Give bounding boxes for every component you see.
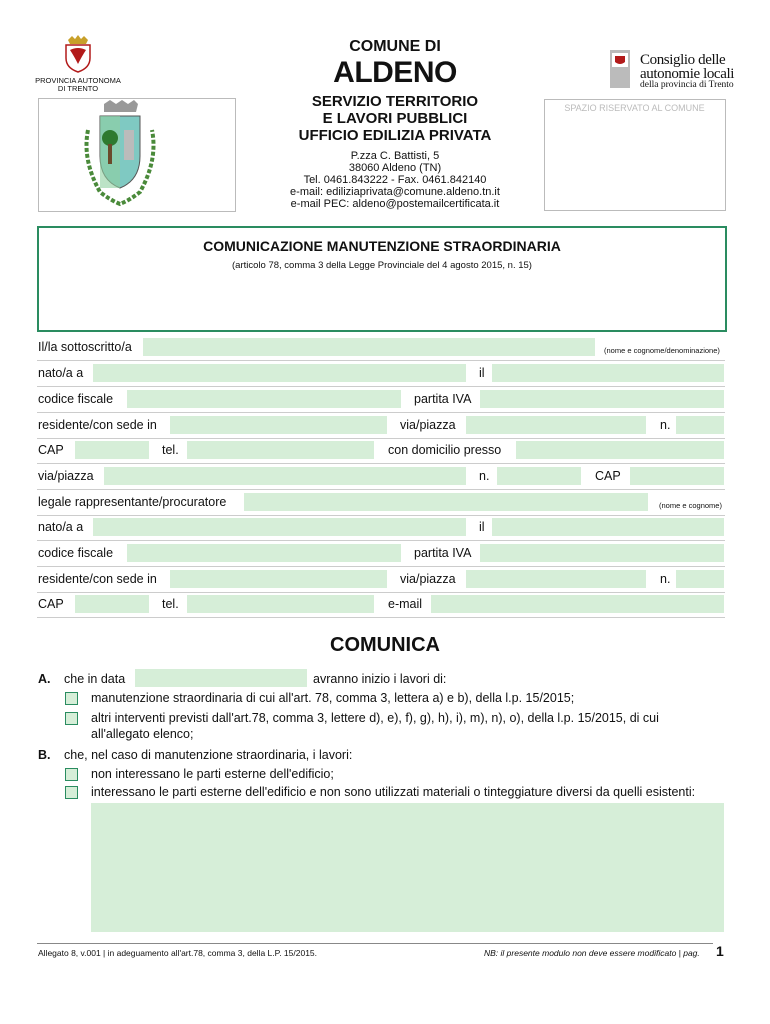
comunica-heading: COMUNICA xyxy=(330,634,440,656)
email-label: e-mail xyxy=(388,597,423,611)
row-divider xyxy=(37,438,725,439)
legale-cap-field[interactable] xyxy=(75,595,149,613)
domicilio-field[interactable] xyxy=(516,441,724,459)
row-divider xyxy=(37,489,725,490)
row-divider xyxy=(37,515,725,516)
legale-il-label: il xyxy=(479,520,485,534)
section-b-letter: B. xyxy=(38,748,51,762)
codice-fiscale-field[interactable] xyxy=(127,390,401,408)
section-b-text: che, nel caso di manutenzione straordinaria, i lavori: xyxy=(64,748,353,762)
consiglio-name-line3: della provincia di Trento xyxy=(640,80,734,90)
legale-codice-fiscale-field[interactable] xyxy=(127,544,401,562)
consiglio-name-line1: Consiglio delle xyxy=(640,52,726,68)
legale-hint: (nome e cognome) xyxy=(659,501,722,510)
legale-nato-field[interactable] xyxy=(93,518,466,536)
reserved-label: SPAZIO RISERVATO AL COMUNE xyxy=(564,103,705,113)
checkbox-esterne[interactable] xyxy=(65,786,78,799)
legale-nato-label: nato/a a xyxy=(38,520,84,534)
descrizione-textarea[interactable] xyxy=(91,803,724,932)
legale-residente-field[interactable] xyxy=(170,570,387,588)
codice-fiscale-label: codice fiscale xyxy=(38,392,114,406)
via-piazza-label: via/piazza xyxy=(400,418,456,432)
address-line2: 38060 Aldeno (TN) xyxy=(348,162,442,174)
legale-numero-label: n. xyxy=(660,572,671,586)
town-name: ALDENO xyxy=(333,56,457,89)
footer-right: NB: il presente modulo non deve essere modificato | pag. xyxy=(484,948,700,958)
residente-field[interactable] xyxy=(170,416,387,434)
footer-left: Allegato 8, v.001 | in adeguamento all'art.78, comma 3, della L.P. 15/2015. xyxy=(38,948,318,958)
coat-of-arms-icon xyxy=(80,100,160,208)
numero-label: n. xyxy=(660,418,671,432)
service-line2: E LAVORI PUBBLICI xyxy=(322,110,468,127)
tel-field[interactable] xyxy=(187,441,374,459)
via-piazza-domicilio-label: via/piazza xyxy=(38,469,94,483)
row-divider xyxy=(37,617,725,618)
cap-domicilio-field[interactable] xyxy=(630,467,724,485)
via-piazza-field[interactable] xyxy=(466,416,646,434)
row-divider xyxy=(37,566,725,567)
legale-codice-fiscale-label: codice fiscale xyxy=(38,546,114,560)
checkbox-altri-interventi[interactable] xyxy=(65,712,78,725)
row-divider xyxy=(37,592,725,593)
numero-domicilio-label: n. xyxy=(479,469,490,483)
legale-partita-iva-label: partita IVA xyxy=(414,546,472,560)
cap-domicilio-label: CAP xyxy=(595,469,621,483)
row-divider xyxy=(37,386,725,387)
consiglio-logo-icon xyxy=(610,50,630,88)
legale-tel-field[interactable] xyxy=(187,595,374,613)
email-line: e-mail: ediliziaprivata@comune.aldeno.tn.it xyxy=(290,186,500,198)
option-manutenzione: manutenzione straordinaria di cui all'art. 78, comma 3, lettera a) e b), della l.p. 15/2015; xyxy=(91,691,575,705)
numero-domicilio-field[interactable] xyxy=(497,467,581,485)
phone-fax: Tel. 0461.843222 - Fax. 0461.842140 xyxy=(303,174,487,186)
nato-label: nato/a a xyxy=(38,366,84,380)
numero-field[interactable] xyxy=(676,416,724,434)
row-divider xyxy=(37,412,725,413)
sottoscritto-label: Il/la sottoscritto/a xyxy=(38,340,132,354)
legale-partita-iva-field[interactable] xyxy=(480,544,724,562)
section-a-text1: che in data xyxy=(64,672,126,686)
legale-field[interactable] xyxy=(244,493,648,511)
service-line1: SERVIZIO TERRITORIO xyxy=(311,93,479,110)
checkbox-manutenzione[interactable] xyxy=(65,692,78,705)
row-divider xyxy=(37,360,725,361)
tel-label: tel. xyxy=(162,443,179,457)
cap-field[interactable] xyxy=(75,441,149,459)
consiglio-name-line2: autonomie locali xyxy=(640,66,734,82)
pec-line: e-mail PEC: aldeno@postemailcertificata.it xyxy=(290,198,500,210)
service-line3: UFFICIO EDILIZIA PRIVATA xyxy=(298,127,492,144)
province-name-line1: PROVINCIA AUTONOMA xyxy=(35,76,121,85)
nato-field[interactable] xyxy=(93,364,466,382)
residente-label: residente/con sede in xyxy=(38,418,157,432)
il-field[interactable] xyxy=(492,364,724,382)
legale-label: legale rappresentante/procuratore xyxy=(38,495,227,509)
partita-iva-label: partita IVA xyxy=(414,392,472,406)
data-inizio-field[interactable] xyxy=(135,669,307,687)
page-number: 1 xyxy=(716,943,724,959)
domicilio-label: con domicilio presso xyxy=(388,443,502,457)
legale-cap-label: CAP xyxy=(38,597,64,611)
option-non-esterne: non interessano le parti esterne dell'edificio; xyxy=(91,767,334,781)
province-name-line2: DI TRENTO xyxy=(57,84,99,93)
option-altri-interventi-line1: altri interventi previsti dall'art.78, comma 3, lettere d), e), f), g), h), i), m), n), o), della l.p. 15/2015, di cui xyxy=(91,711,659,725)
via-piazza-domicilio-field[interactable] xyxy=(104,467,466,485)
section-a-letter: A. xyxy=(38,672,51,686)
email-field[interactable] xyxy=(431,595,724,613)
form-subtitle: (articolo 78, comma 3 della Legge Provinciale del 4 agosto 2015, n. 15) xyxy=(232,260,532,271)
address-line1: P.zza C. Battisti, 5 xyxy=(350,150,440,162)
province-logo xyxy=(62,34,94,74)
sottoscritto-hint: (nome e cognome/denominazione) xyxy=(604,346,720,355)
cap-label: CAP xyxy=(38,443,64,457)
il-label: il xyxy=(479,366,485,380)
comune-di-label: COMUNE DI xyxy=(349,38,441,55)
legale-via-piazza-field[interactable] xyxy=(466,570,646,588)
reserved-box xyxy=(544,99,726,211)
legale-il-field[interactable] xyxy=(492,518,724,536)
footer-rule xyxy=(37,943,713,944)
legale-residente-label: residente/con sede in xyxy=(38,572,157,586)
partita-iva-field[interactable] xyxy=(480,390,724,408)
option-esterne: interessano le parti esterne dell'edificio e non sono utilizzati materiali o tinteggiature diversi da quelli esistenti: xyxy=(91,785,696,799)
legale-tel-label: tel. xyxy=(162,597,179,611)
row-divider xyxy=(37,463,725,464)
legale-numero-field[interactable] xyxy=(676,570,724,588)
row-divider xyxy=(37,540,725,541)
checkbox-non-esterne[interactable] xyxy=(65,768,78,781)
sottoscritto-field[interactable] xyxy=(143,338,595,356)
option-altri-interventi-line2: all'allegato elenco; xyxy=(91,727,194,741)
section-a-text2: avranno inizio i lavori di: xyxy=(313,672,447,686)
form-title: COMUNICAZIONE MANUTENZIONE STRAORDINARIA xyxy=(203,238,561,254)
legale-via-piazza-label: via/piazza xyxy=(400,572,456,586)
